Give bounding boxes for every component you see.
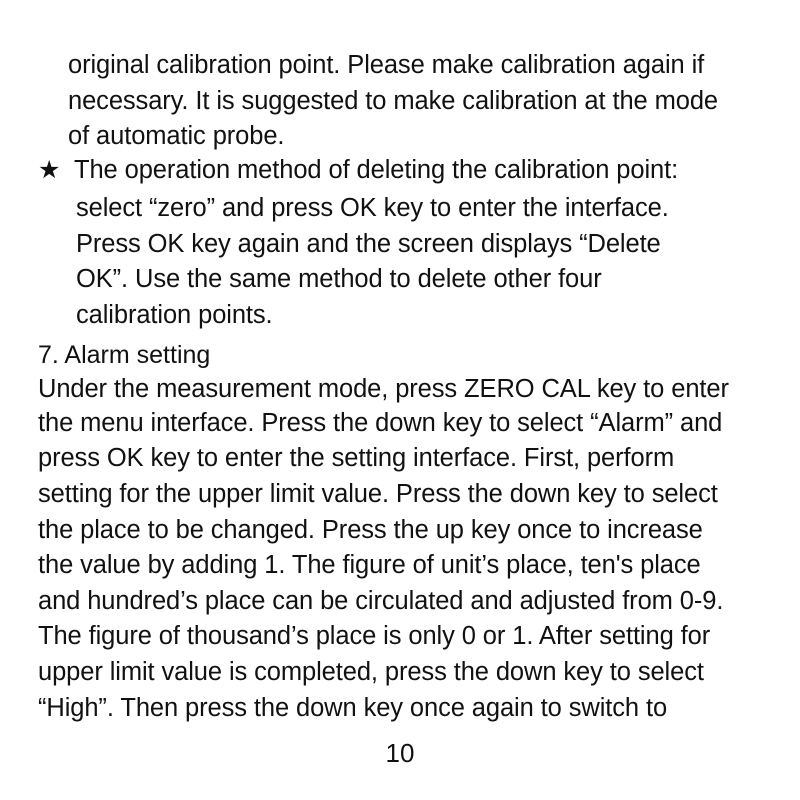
intro-line-1: original calibration point. Please make calibration again if <box>68 51 705 79</box>
body-line-9: upper limit value is completed, press the down key to select <box>38 658 704 686</box>
bullet-line-2: select “zero” and press OK key to enter the interface. <box>76 194 669 222</box>
star-icon: ★ <box>38 156 61 184</box>
intro-line-3: of automatic probe. <box>68 122 285 150</box>
body-line-8: The figure of thousand’s place is only 0 or 1. After setting for <box>38 622 711 650</box>
body-line-4: setting for the upper limit value. Press the down key to select <box>38 480 718 508</box>
section-heading: 7. Alarm setting <box>38 341 211 369</box>
body-line-5: the place to be changed. Press the up key once to increase <box>38 516 703 544</box>
body-line-2: the menu interface. Press the down key to select “Alarm” and <box>38 409 723 437</box>
body-line-3: press OK key to enter the setting interface. First, perform <box>38 444 675 472</box>
body-line-7: and hundred’s place can be circulated and adjusted from 0-9. <box>38 587 724 615</box>
page-number: 10 <box>385 738 415 768</box>
intro-line-2: necessary. It is suggested to make calibration at the mode <box>68 87 718 115</box>
body-line-1: Under the measurement mode, press ZERO CAL key to enter <box>38 375 729 403</box>
bullet-line-4: OK”. Use the same method to delete other four <box>76 265 602 293</box>
bullet-line-1: The operation method of deleting the calibration point: <box>74 156 679 184</box>
bullet-line-5: calibration points. <box>76 301 273 329</box>
body-line-10: “High”. Then press the down key once again to switch to <box>38 694 668 722</box>
bullet-line-3: Press OK key again and the screen displays “Delete <box>76 230 661 258</box>
body-line-6: the value by adding 1. The figure of unit’s place, ten's place <box>38 551 701 579</box>
